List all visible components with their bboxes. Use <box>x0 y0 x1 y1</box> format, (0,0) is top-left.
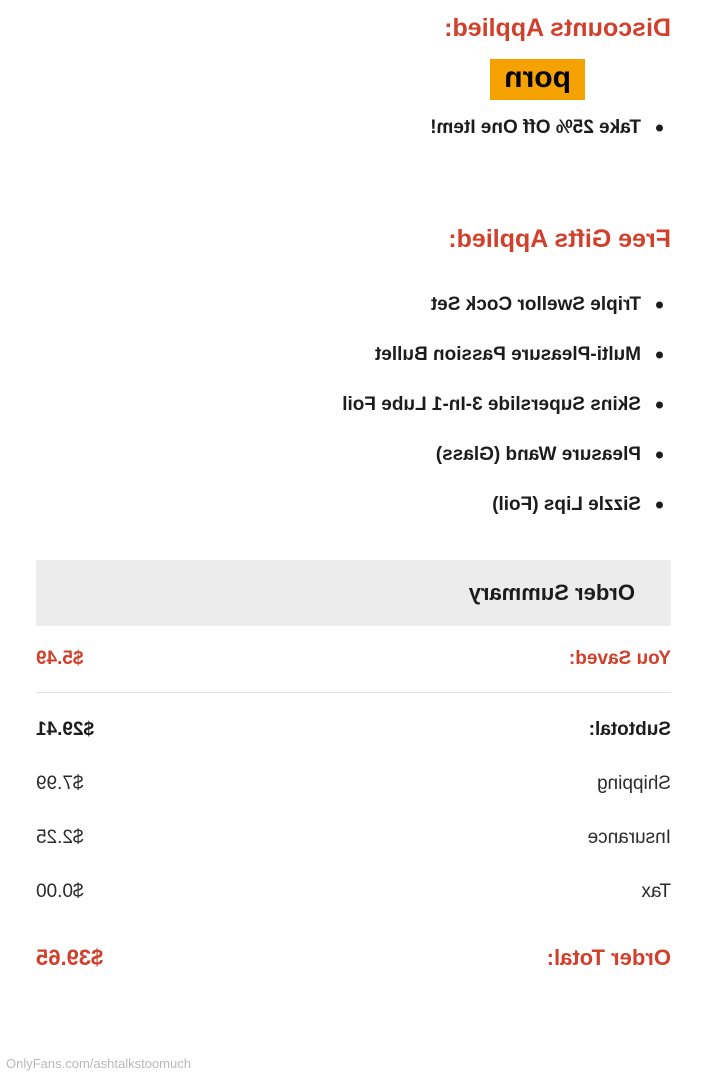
row-value: $2.25 <box>36 827 84 848</box>
row-label: Shipping <box>597 773 671 794</box>
spacer <box>36 258 671 280</box>
list-item <box>36 280 671 330</box>
bullet-dot-icon <box>656 302 663 309</box>
receipt-body <box>0 0 707 530</box>
porn-badge: porn <box>490 59 585 100</box>
list-item <box>36 430 671 480</box>
bullet-dot-icon <box>656 352 663 359</box>
bullet-dot-icon <box>656 402 663 409</box>
gift-item-label: Triple Swellor Cock Set <box>430 294 641 315</box>
gift-item-label: Multi-Pleasure Passion Bullet <box>374 344 641 365</box>
bullet-dot-icon <box>656 125 663 132</box>
row-label: Subtotal: <box>588 719 671 740</box>
discounts-applied-title: Discounts Applied: <box>444 14 671 42</box>
table-row <box>36 919 671 987</box>
order-summary-header <box>36 560 671 626</box>
spacer <box>36 153 671 211</box>
list-item <box>36 380 671 430</box>
table-row <box>36 626 671 693</box>
list-item <box>36 330 671 380</box>
gift-item-label: Sizzle Lips (Foil) <box>492 494 641 515</box>
row-value: $0.00 <box>36 881 84 902</box>
discounts-list <box>36 103 671 153</box>
order-summary-table <box>36 626 671 987</box>
free-gifts-applied-title: Free Gifts Applied: <box>448 225 671 253</box>
list-item <box>36 480 671 530</box>
free-gifts-list <box>36 280 671 530</box>
table-row <box>36 757 671 811</box>
list-item <box>36 103 671 153</box>
row-value: $39.65 <box>36 945 104 970</box>
row-label: Order Total: <box>546 945 671 970</box>
row-label: Insurance <box>587 827 671 848</box>
table-row <box>36 693 671 758</box>
gift-item-label: Skins Superslide 3-In-1 Lube Foil <box>342 394 641 415</box>
watermark-text: OnlyFans.com/ashtalkstoomuch <box>6 1056 191 1071</box>
row-value: $7.99 <box>36 773 84 794</box>
order-summary-section <box>0 560 707 987</box>
row-value: $29.41 <box>36 719 95 740</box>
row-label: Tax <box>641 881 671 902</box>
gift-item-label: Pleasure Wand (Glass) <box>435 444 641 465</box>
bullet-dot-icon <box>656 502 663 509</box>
row-value: $5.49 <box>36 626 354 693</box>
badge-row <box>36 47 671 103</box>
discount-item-label: Take 25% Off One Item! <box>430 117 641 138</box>
order-summary-heading: Order Summary <box>468 580 635 605</box>
bullet-dot-icon <box>656 452 663 459</box>
table-row <box>36 865 671 919</box>
row-label: You Saved: <box>354 626 672 693</box>
table-row <box>36 811 671 865</box>
